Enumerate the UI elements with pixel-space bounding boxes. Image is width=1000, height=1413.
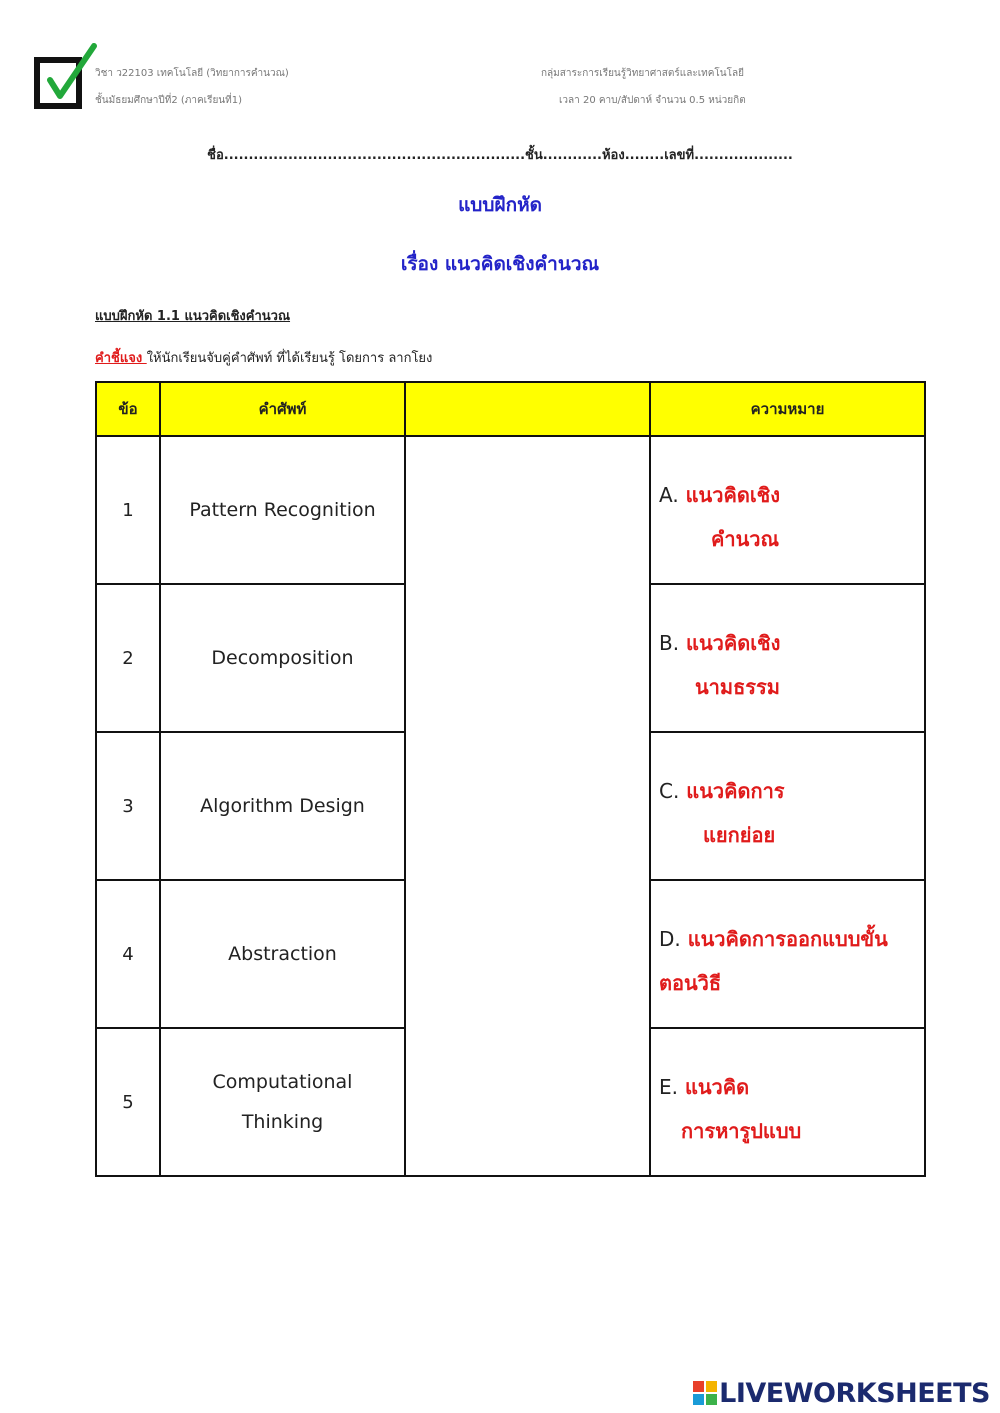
meaning-text-line1: แนวคิดการออกแบบขั้น xyxy=(687,927,888,951)
meaning-text-line2: ตอนวิธี xyxy=(659,971,722,995)
term-text-line2: Thinking xyxy=(241,1111,324,1133)
term-cell[interactable] xyxy=(160,436,405,584)
row-number: 2 xyxy=(96,584,160,732)
header-time-credit: เวลา 20 คาบ/สัปดาห์ จำนวน 0.5 หน่วยกิต xyxy=(559,95,746,106)
term-cell[interactable] xyxy=(160,1028,405,1176)
liveworksheets-logo-icon xyxy=(693,1381,717,1405)
exercise-heading: แบบฝึกหัด 1.1 แนวคิดเชิงคำนวณ xyxy=(95,309,291,324)
meaning-cell[interactable] xyxy=(650,436,925,584)
meaning-cell[interactable] xyxy=(650,732,925,880)
worksheet-title: แบบฝึกหัด xyxy=(458,194,542,216)
header-term: คำศัพท์ xyxy=(160,382,405,436)
meaning-letter: A. xyxy=(659,483,679,507)
liveworksheets-brand xyxy=(693,1378,990,1409)
term-text: Decomposition xyxy=(211,647,354,669)
table-row xyxy=(96,436,925,584)
meaning-text-line2: คำนวณ xyxy=(711,527,780,551)
matching-table xyxy=(95,381,926,1177)
term-cell[interactable] xyxy=(160,880,405,1028)
meaning-letter: D. xyxy=(659,927,681,951)
term-text: Pattern Recognition xyxy=(189,499,376,521)
row-number: 3 xyxy=(96,732,160,880)
header-subject: วิชา ว22103 เทคโนโลยี (วิทยาการคำนวณ) xyxy=(95,68,289,79)
row-number: 5 xyxy=(96,1028,160,1176)
student-info-line: ชื่อ.............................................................ชั้น............ห้อง........เลขที่.................... xyxy=(207,148,793,163)
meaning-cell[interactable] xyxy=(650,1028,925,1176)
instruction-label: คำชี้แจง xyxy=(95,351,147,366)
matching-area[interactable] xyxy=(405,436,650,1176)
meaning-cell[interactable] xyxy=(650,880,925,1028)
row-number: 4 xyxy=(96,880,160,1028)
term-cell[interactable] xyxy=(160,584,405,732)
meaning-text-line1: แนวคิดการ xyxy=(686,779,785,803)
term-text-line1: Computational xyxy=(212,1071,353,1093)
meaning-cell[interactable] xyxy=(650,584,925,732)
term-text: Algorithm Design xyxy=(200,795,365,817)
table-header-row xyxy=(96,382,925,436)
header-blank xyxy=(405,382,650,436)
checkmark-logo-icon xyxy=(32,42,98,112)
brand-text: LIVEWORKSHEETS xyxy=(719,1378,990,1409)
meaning-text-line2: นามธรรม xyxy=(695,675,780,699)
term-cell[interactable] xyxy=(160,732,405,880)
header-grade: ชั้นมัธยมศึกษาปีที่2 (ภาคเรียนที่1) xyxy=(95,95,242,106)
meaning-text-line1: แนวคิดเชิง xyxy=(685,483,780,507)
meaning-text-line2: การหารูปแบบ xyxy=(681,1119,802,1143)
worksheet-subtitle: เรื่อง แนวคิดเชิงคำนวณ xyxy=(400,253,600,275)
term-text: Abstraction xyxy=(228,943,337,965)
header-no: ข้อ xyxy=(96,382,160,436)
meaning-letter: B. xyxy=(659,631,680,655)
row-number: 1 xyxy=(96,436,160,584)
header-department: กลุ่มสาระการเรียนรู้วิทยาศาสตร์และเทคโนโลยี xyxy=(541,68,744,79)
header-meaning: ความหมาย xyxy=(650,382,925,436)
instruction-text: ให้นักเรียนจับคู่คำศัพท์ ที่ได้เรียนรู้ โดยการ ลากโยง xyxy=(146,351,433,366)
meaning-text-line1: แนวคิดเชิง xyxy=(686,631,781,655)
meaning-text-line1: แนวคิด xyxy=(684,1075,750,1099)
meaning-text-line2: แยกย่อย xyxy=(703,823,776,847)
meaning-letter: E. xyxy=(659,1075,678,1099)
meaning-letter: C. xyxy=(659,779,680,803)
instruction xyxy=(95,347,432,368)
